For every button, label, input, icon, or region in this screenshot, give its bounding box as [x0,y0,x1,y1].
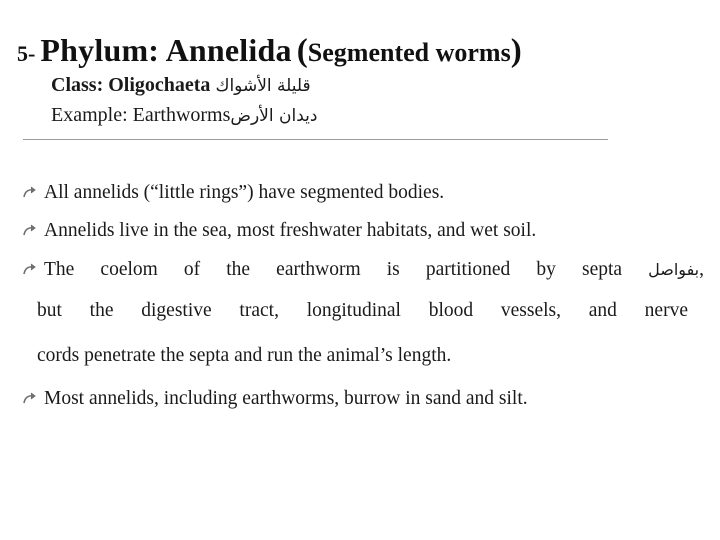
bullet-list [22,175,704,417]
curved-arrow-bullet-icon [22,252,38,288]
slide-title [17,32,522,70]
bullet-arabic-term: بفواصل [648,260,700,279]
bullet-text-line: but the digestive tract, longitudinal blood vessels, and nerve [37,300,688,321]
title-close-paren: ) [510,33,522,69]
class-arabic: قليلة الأشواك [215,76,311,96]
bullet-text: Most annelids, including earthworms, burrow in sand and silt. [44,388,528,409]
curved-arrow-bullet-icon [22,213,38,249]
curved-arrow-bullet-icon [22,175,38,211]
example-line [51,104,317,127]
bullet-item [22,381,682,417]
bullet-text-line: cords penetrate the septa and run the animal’s length. [37,345,452,366]
bullet-item [22,252,704,378]
bullet-text-segment: , [699,259,704,280]
title-phylum: Phylum: Annelida [40,32,292,68]
title-number: 5- [17,41,36,66]
title-common-name: Segmented worms [307,38,511,67]
header-divider [23,139,608,140]
bullet-item [22,213,682,249]
bullet-item [22,175,682,211]
bullet-text: All annelids (“little rings”) have segmented bodies. [44,182,445,203]
title-open-paren: ( [296,33,308,69]
title-common-name-group [296,33,522,69]
bullet-text: Annelids live in the sea, most freshwater habitats, and wet soil. [44,220,537,241]
example-arabic: ديدان الأرض [230,106,318,126]
bullet-text-segment: The coelom of the earthworm is partitioned by septa [44,259,649,280]
example-label: Example: Earthworms [51,104,231,126]
class-label: Class: Oligochaeta [51,74,211,96]
bullet-text-line [44,252,704,288]
class-line [51,74,311,97]
curved-arrow-bullet-icon [22,381,38,417]
